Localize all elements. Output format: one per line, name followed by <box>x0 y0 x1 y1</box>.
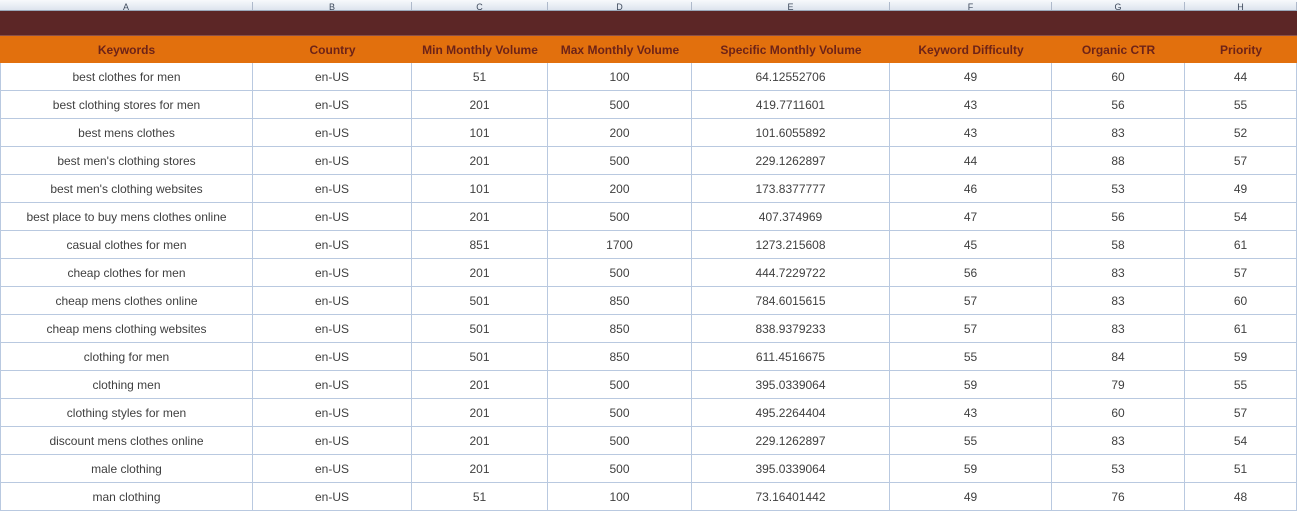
column-header-strip <box>0 0 1297 11</box>
table-cell[interactable]: 83 <box>1052 427 1185 455</box>
table-cell[interactable]: en-US <box>253 455 412 483</box>
table-cell[interactable]: 500 <box>548 259 692 287</box>
column-letter-d[interactable]: D <box>548 2 692 11</box>
table-cell[interactable]: 59 <box>890 455 1052 483</box>
table-cell[interactable]: 201 <box>412 91 548 119</box>
table-cell[interactable]: 88 <box>1052 147 1185 175</box>
header-cell-priority[interactable]: Priority <box>1219 42 1262 57</box>
table-cell[interactable]: 200 <box>548 175 692 203</box>
table-cell[interactable]: cheap mens clothes online <box>0 287 253 315</box>
table-row <box>0 231 1297 259</box>
table-row <box>0 455 1297 483</box>
table-cell[interactable]: clothing men <box>0 371 253 399</box>
table-cell[interactable]: 51 <box>412 483 548 511</box>
table-cell[interactable]: 57 <box>890 315 1052 343</box>
table-cell[interactable]: 1700 <box>548 231 692 259</box>
table-cell[interactable]: best place to buy mens clothes online <box>0 203 253 231</box>
table-cell[interactable]: 201 <box>412 455 548 483</box>
header-cell-max-monthly-volume[interactable]: Max Monthly Volume <box>560 42 680 57</box>
table-cell[interactable]: 101 <box>412 175 548 203</box>
table-cell[interactable]: clothing for men <box>0 343 253 371</box>
table-cell[interactable]: 501 <box>412 287 548 315</box>
table-cell[interactable]: 55 <box>890 343 1052 371</box>
table-row <box>0 63 1297 91</box>
column-letter-e[interactable]: E <box>692 2 890 11</box>
table-cell[interactable]: en-US <box>253 203 412 231</box>
table-cell[interactable]: 53 <box>1052 175 1185 203</box>
table-cell[interactable]: en-US <box>253 91 412 119</box>
table-cell[interactable]: 60 <box>1052 63 1185 91</box>
table-cell[interactable]: 57 <box>890 287 1052 315</box>
table-cell[interactable]: clothing styles for men <box>0 399 253 427</box>
table-cell[interactable]: 201 <box>412 259 548 287</box>
table-cell[interactable]: 229.1262897 <box>692 147 890 175</box>
table-row <box>0 147 1297 175</box>
table-row <box>0 119 1297 147</box>
table-cell[interactable]: en-US <box>253 231 412 259</box>
table-cell[interactable]: 850 <box>548 315 692 343</box>
table-cell[interactable]: 500 <box>548 147 692 175</box>
table-cell[interactable]: cheap mens clothing websites <box>0 315 253 343</box>
table-cell[interactable]: 495.2264404 <box>692 399 890 427</box>
table-cell[interactable]: 76 <box>1052 483 1185 511</box>
table-row <box>0 371 1297 399</box>
table-cell[interactable]: 100 <box>548 63 692 91</box>
table-cell[interactable]: 58 <box>1052 231 1185 259</box>
table-cell[interactable]: 83 <box>1052 119 1185 147</box>
table-cell[interactable]: en-US <box>253 63 412 91</box>
table-cell[interactable]: 500 <box>548 91 692 119</box>
table-row <box>0 91 1297 119</box>
table-cell[interactable]: 201 <box>412 147 548 175</box>
table-cell[interactable]: 55 <box>1185 371 1297 399</box>
table-cell[interactable]: 611.4516675 <box>692 343 890 371</box>
table-cell[interactable]: 201 <box>412 427 548 455</box>
table-cell[interactable]: 44 <box>890 147 1052 175</box>
table-cell[interactable]: 57 <box>1185 399 1297 427</box>
table-cell[interactable]: 56 <box>890 259 1052 287</box>
table-cell[interactable]: en-US <box>253 175 412 203</box>
table-cell[interactable]: 55 <box>890 427 1052 455</box>
table-cell[interactable]: 54 <box>1185 203 1297 231</box>
table-cell[interactable]: 49 <box>890 483 1052 511</box>
table-cell[interactable]: discount mens clothes online <box>0 427 253 455</box>
table-cell[interactable]: 73.16401442 <box>692 483 890 511</box>
table-cell[interactable]: 43 <box>890 119 1052 147</box>
table-cell[interactable]: 500 <box>548 371 692 399</box>
table-cell[interactable]: 83 <box>1052 287 1185 315</box>
table-cell[interactable]: 61 <box>1185 315 1297 343</box>
table-cell[interactable]: 101.6055892 <box>692 119 890 147</box>
table-cell[interactable]: en-US <box>253 483 412 511</box>
table-cell[interactable]: best clothes for men <box>0 63 253 91</box>
table-cell[interactable]: 201 <box>412 399 548 427</box>
table-cell[interactable]: 59 <box>1185 343 1297 371</box>
table-cell[interactable]: 48 <box>1185 483 1297 511</box>
table-cell[interactable]: en-US <box>253 371 412 399</box>
table-body <box>0 63 1297 511</box>
table-cell[interactable]: 49 <box>890 63 1052 91</box>
table-cell[interactable]: best mens clothes <box>0 119 253 147</box>
table-cell[interactable]: best men's clothing stores <box>0 147 253 175</box>
table-cell[interactable]: en-US <box>253 399 412 427</box>
table-cell[interactable]: 201 <box>412 371 548 399</box>
table-cell[interactable]: en-US <box>253 315 412 343</box>
column-letter-c[interactable]: C <box>412 2 548 11</box>
table-cell[interactable]: 838.9379233 <box>692 315 890 343</box>
table-cell[interactable]: 59 <box>890 371 1052 399</box>
table-cell[interactable]: 229.1262897 <box>692 427 890 455</box>
table-row <box>0 203 1297 231</box>
table-cell[interactable]: 60 <box>1052 399 1185 427</box>
column-letter-h[interactable]: H <box>1185 2 1297 11</box>
table-cell[interactable]: 44 <box>1185 63 1297 91</box>
table-cell[interactable]: best clothing stores for men <box>0 91 253 119</box>
table-cell[interactable]: 395.0339064 <box>692 455 890 483</box>
table-cell[interactable]: 407.374969 <box>692 203 890 231</box>
column-letter-a[interactable]: A <box>0 2 253 11</box>
table-cell[interactable]: en-US <box>253 427 412 455</box>
table-cell[interactable]: male clothing <box>0 455 253 483</box>
table-cell[interactable]: 56 <box>1052 203 1185 231</box>
header-cell-country[interactable]: Country <box>309 42 356 57</box>
table-cell[interactable]: 500 <box>548 455 692 483</box>
table-row <box>0 343 1297 371</box>
table-cell[interactable]: 64.12552706 <box>692 63 890 91</box>
table-cell[interactable]: 43 <box>890 91 1052 119</box>
table-row <box>0 175 1297 203</box>
column-letter-g[interactable]: G <box>1052 2 1185 11</box>
table-row <box>0 427 1297 455</box>
header-cell-keyword-difficulty[interactable]: Keyword Difficulty <box>918 42 1024 57</box>
table-cell[interactable]: 57 <box>1185 147 1297 175</box>
table-cell[interactable]: best men's clothing websites <box>0 175 253 203</box>
table-cell[interactable]: 61 <box>1185 231 1297 259</box>
table-cell[interactable]: 173.8377777 <box>692 175 890 203</box>
table-row <box>0 483 1297 511</box>
table-cell[interactable]: 500 <box>548 399 692 427</box>
title-bar[interactable] <box>0 11 1297 36</box>
table-cell[interactable]: 500 <box>548 203 692 231</box>
table-cell[interactable]: 101 <box>412 119 548 147</box>
table-row <box>0 287 1297 315</box>
table-cell[interactable]: 57 <box>1185 259 1297 287</box>
table-cell[interactable]: 83 <box>1052 315 1185 343</box>
table-cell[interactable]: 501 <box>412 315 548 343</box>
table-cell[interactable]: 1273.215608 <box>692 231 890 259</box>
table-cell[interactable]: 51 <box>412 63 548 91</box>
table-row <box>0 259 1297 287</box>
table-cell[interactable]: 850 <box>548 343 692 371</box>
table-cell[interactable]: 79 <box>1052 371 1185 399</box>
header-cell-organic-ctr[interactable]: Organic CTR <box>1081 42 1156 57</box>
table-cell[interactable]: 850 <box>548 287 692 315</box>
column-letter-f[interactable]: F <box>890 2 1052 11</box>
table-cell[interactable]: 52 <box>1185 119 1297 147</box>
table-cell[interactable]: en-US <box>253 147 412 175</box>
header-cell-min-monthly-volume[interactable]: Min Monthly Volume <box>422 42 538 57</box>
table-cell[interactable]: 419.7711601 <box>692 91 890 119</box>
table-row <box>0 399 1297 427</box>
table-cell[interactable]: 395.0339064 <box>692 371 890 399</box>
table-cell[interactable]: 851 <box>412 231 548 259</box>
header-cell-specific-monthly-volume[interactable]: Specific Monthly Volume <box>720 42 862 57</box>
table-cell[interactable]: 200 <box>548 119 692 147</box>
table-cell[interactable]: 100 <box>548 483 692 511</box>
table-cell[interactable]: man clothing <box>0 483 253 511</box>
table-cell[interactable]: 83 <box>1052 259 1185 287</box>
table-row <box>0 315 1297 343</box>
table-cell[interactable]: 60 <box>1185 287 1297 315</box>
table-cell[interactable]: en-US <box>253 259 412 287</box>
table-cell[interactable]: cheap clothes for men <box>0 259 253 287</box>
table-cell[interactable]: 49 <box>1185 175 1297 203</box>
table-cell[interactable]: casual clothes for men <box>0 231 253 259</box>
table-cell[interactable]: 444.7229722 <box>692 259 890 287</box>
table-cell[interactable]: 43 <box>890 399 1052 427</box>
table-cell[interactable]: 45 <box>890 231 1052 259</box>
table-cell[interactable]: 55 <box>1185 91 1297 119</box>
table-cell[interactable]: 46 <box>890 175 1052 203</box>
table-cell[interactable]: en-US <box>253 119 412 147</box>
table-cell[interactable]: 54 <box>1185 427 1297 455</box>
table-cell[interactable]: 56 <box>1052 91 1185 119</box>
table-cell[interactable]: 47 <box>890 203 1052 231</box>
table-cell[interactable]: en-US <box>253 343 412 371</box>
table-cell[interactable]: 500 <box>548 427 692 455</box>
column-letter-b[interactable]: B <box>253 2 412 11</box>
table-cell[interactable]: 51 <box>1185 455 1297 483</box>
table-header-row <box>0 36 1297 63</box>
header-cell-keywords[interactable]: Keywords <box>97 42 156 57</box>
table-cell[interactable]: 501 <box>412 343 548 371</box>
table-cell[interactable]: 53 <box>1052 455 1185 483</box>
table-cell[interactable]: 84 <box>1052 343 1185 371</box>
table-cell[interactable]: en-US <box>253 287 412 315</box>
table-cell[interactable]: 201 <box>412 203 548 231</box>
table-cell[interactable]: 784.6015615 <box>692 287 890 315</box>
